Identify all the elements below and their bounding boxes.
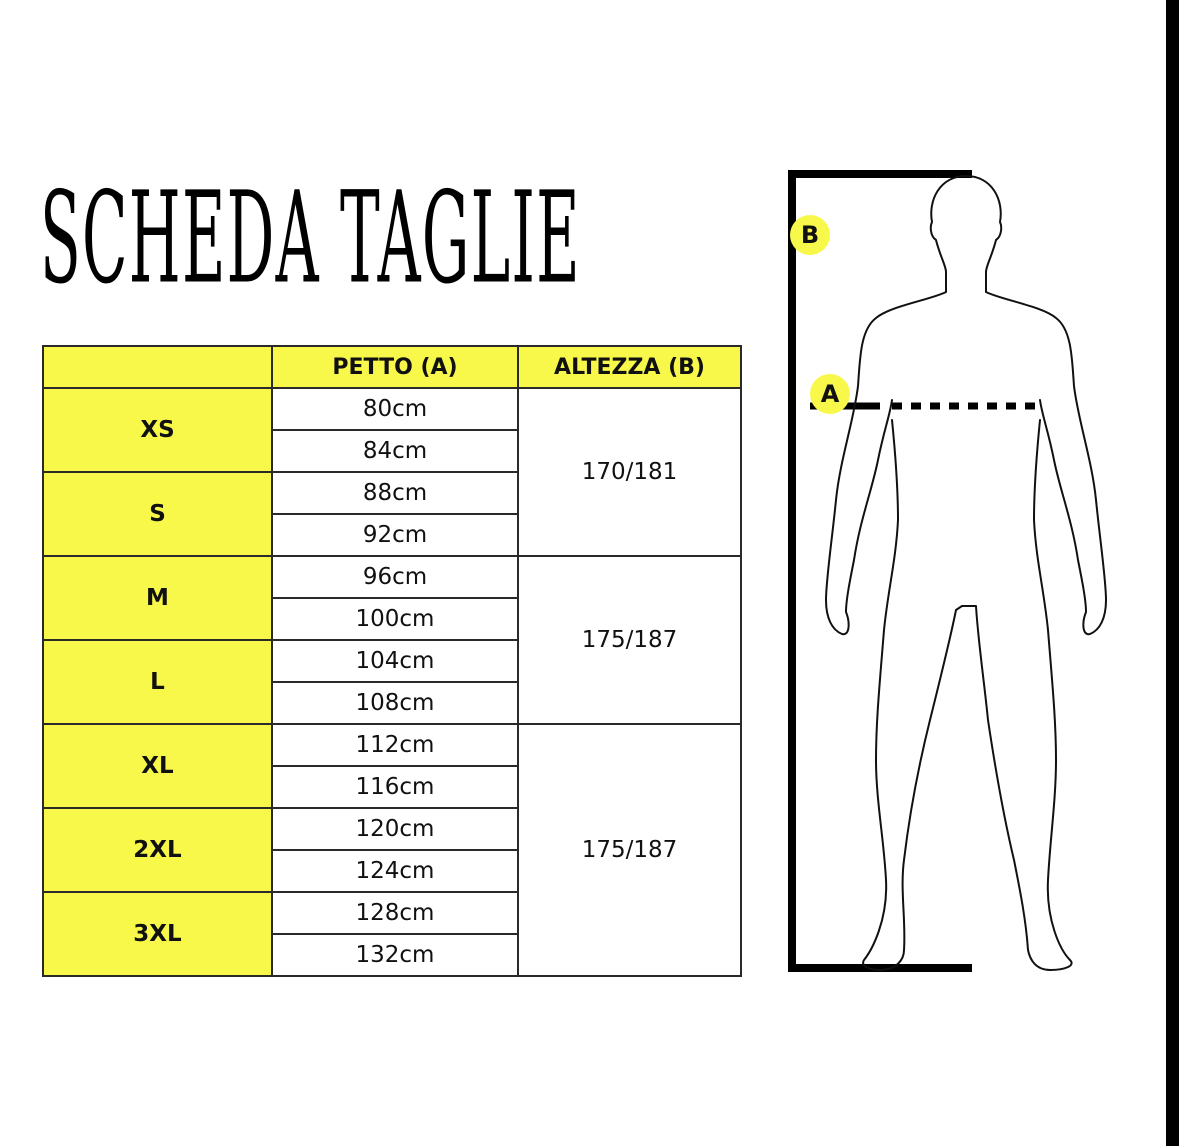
human-silhouette (826, 176, 1106, 970)
chest-value: 100cm (272, 598, 518, 640)
header-chest: PETTO (A) (272, 346, 518, 388)
chest-value: 120cm (272, 808, 518, 850)
badge-a: A (810, 374, 850, 414)
size-label: S (43, 472, 272, 556)
chest-value: 80cm (272, 388, 518, 430)
body-measurement-diagram (780, 160, 1120, 990)
badge-b: B (790, 215, 830, 255)
chest-value: 124cm (272, 850, 518, 892)
chest-value: 96cm (272, 556, 518, 598)
table-row (43, 388, 741, 430)
size-label: L (43, 640, 272, 724)
size-label: M (43, 556, 272, 640)
body-outline-icon (780, 160, 1120, 990)
page-right-border (1166, 0, 1179, 1146)
chest-value: 104cm (272, 640, 518, 682)
size-label: XL (43, 724, 272, 808)
header-size (43, 346, 272, 388)
height-value: 170/181 (518, 388, 741, 556)
page-title: SCHEDA TAGLIE (40, 164, 581, 312)
size-label: 2XL (43, 808, 272, 892)
chest-value: 84cm (272, 430, 518, 472)
height-value: 175/187 (518, 724, 741, 976)
chest-value: 116cm (272, 766, 518, 808)
chest-value: 92cm (272, 514, 518, 556)
table-header-row (43, 346, 741, 388)
chest-value: 112cm (272, 724, 518, 766)
size-chart-table (42, 345, 742, 977)
height-value: 175/187 (518, 556, 741, 724)
chest-value: 108cm (272, 682, 518, 724)
chest-value: 128cm (272, 892, 518, 934)
size-label: 3XL (43, 892, 272, 976)
table-row (43, 724, 741, 766)
chest-value: 132cm (272, 934, 518, 976)
table-row (43, 556, 741, 598)
size-label: XS (43, 388, 272, 472)
header-height: ALTEZZA (B) (518, 346, 741, 388)
chest-value: 88cm (272, 472, 518, 514)
